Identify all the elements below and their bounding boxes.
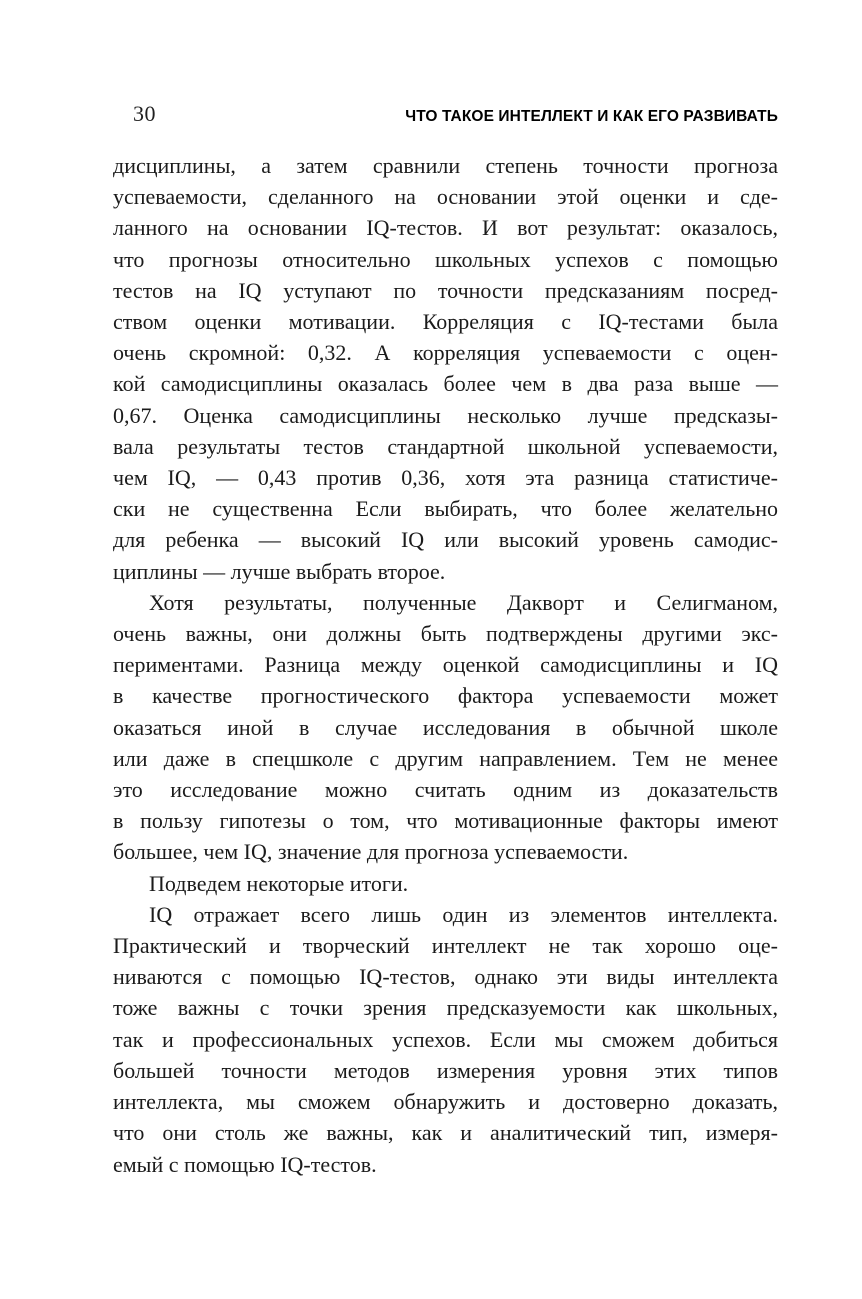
text-line: или даже в спецшколе с другим направлением. Тем не менее [113,745,778,771]
text-line: ством оценки мотивации. Корреляция с IQ-тестами была [113,309,778,335]
text-line: что они столь же важны, как и аналитический тип, измеря- [113,1120,778,1146]
text-line: ски не существенна Если выбирать, что более желательно [113,496,778,522]
text-line: большей точности методов измерения уровня этих типов [113,1057,778,1083]
text-line: емый с помощью IQ-тестов. [113,1151,377,1177]
text-line: ниваются с помощью IQ-тестов, однако эти виды интеллекта [113,964,778,990]
text-line: очень скромной: 0,32. А корреляция успеваемости с оцен- [113,340,778,366]
text-line: интеллекта, мы сможем обнаружить и достоверно доказать, [113,1089,778,1115]
text-line: это исследование можно считать одним из доказательств [113,777,778,803]
text-line: чем IQ, — 0,43 против 0,36, хотя эта разница статистиче- [113,465,778,491]
paragraph [113,899,778,1180]
paragraph [113,868,778,899]
text-line: в качестве прогностического фактора успеваемости может [113,683,778,709]
running-title: ЧТО ТАКОЕ ИНТЕЛЛЕКТ И КАК ЕГО РАЗВИВАТЬ [405,108,778,125]
text-line: Подведем некоторые итоги. [149,870,409,896]
text-line: Практический и творческий интеллект не так хорошо оце- [113,933,778,959]
text-line: ланного на основании IQ-тестов. И вот результат: оказалось, [113,215,778,241]
text-line: в пользу гипотезы о том, что мотивационные факторы имеют [113,808,778,834]
text-line: тоже важны с точки зрения предсказуемости как школьных, [113,995,778,1021]
book-page [113,0,778,1180]
text-line: периментами. Разница между оценкой самодисциплины и IQ [113,652,778,678]
text-line: тестов на IQ уступают по точности предсказаниям посред- [113,277,778,303]
text-line: 0,67. Оценка самодисциплины несколько лучше предсказы- [113,402,778,428]
paragraph [113,150,778,587]
text-line: что прогнозы относительно школьных успехов с помощью [113,246,778,272]
text-line: успеваемости, сделанного на основании этой оценки и сде- [113,184,778,210]
text-line: IQ отражает всего лишь один из элементов интеллекта. [149,901,778,927]
page-number: 30 [133,101,156,126]
text-line: для ребенка — высокий IQ или высокий уровень самодис- [113,527,778,553]
text-line: большее, чем IQ, значение для прогноза успеваемости. [113,839,629,865]
text-line: циплины — лучше выбрать второе. [113,558,446,584]
text-line: кой самодисциплины оказалась более чем в два раза выше — [113,371,778,397]
text-line: очень важны, они должны быть подтверждены другими экс- [113,621,778,647]
text-line: так и профессиональных успехов. Если мы сможем добиться [113,1026,778,1052]
text-line: Хотя результаты, полученные Дакворт и Селигманом, [149,589,778,615]
page-header [113,101,778,127]
text-line: оказаться иной в случае исследования в обычной школе [113,714,778,740]
paragraph [113,587,778,868]
body-text [113,150,778,1180]
text-line: вала результаты тестов стандартной школьной успеваемости, [113,433,778,459]
text-line: дисциплины, а затем сравнили степень точности прогноза [113,153,778,178]
